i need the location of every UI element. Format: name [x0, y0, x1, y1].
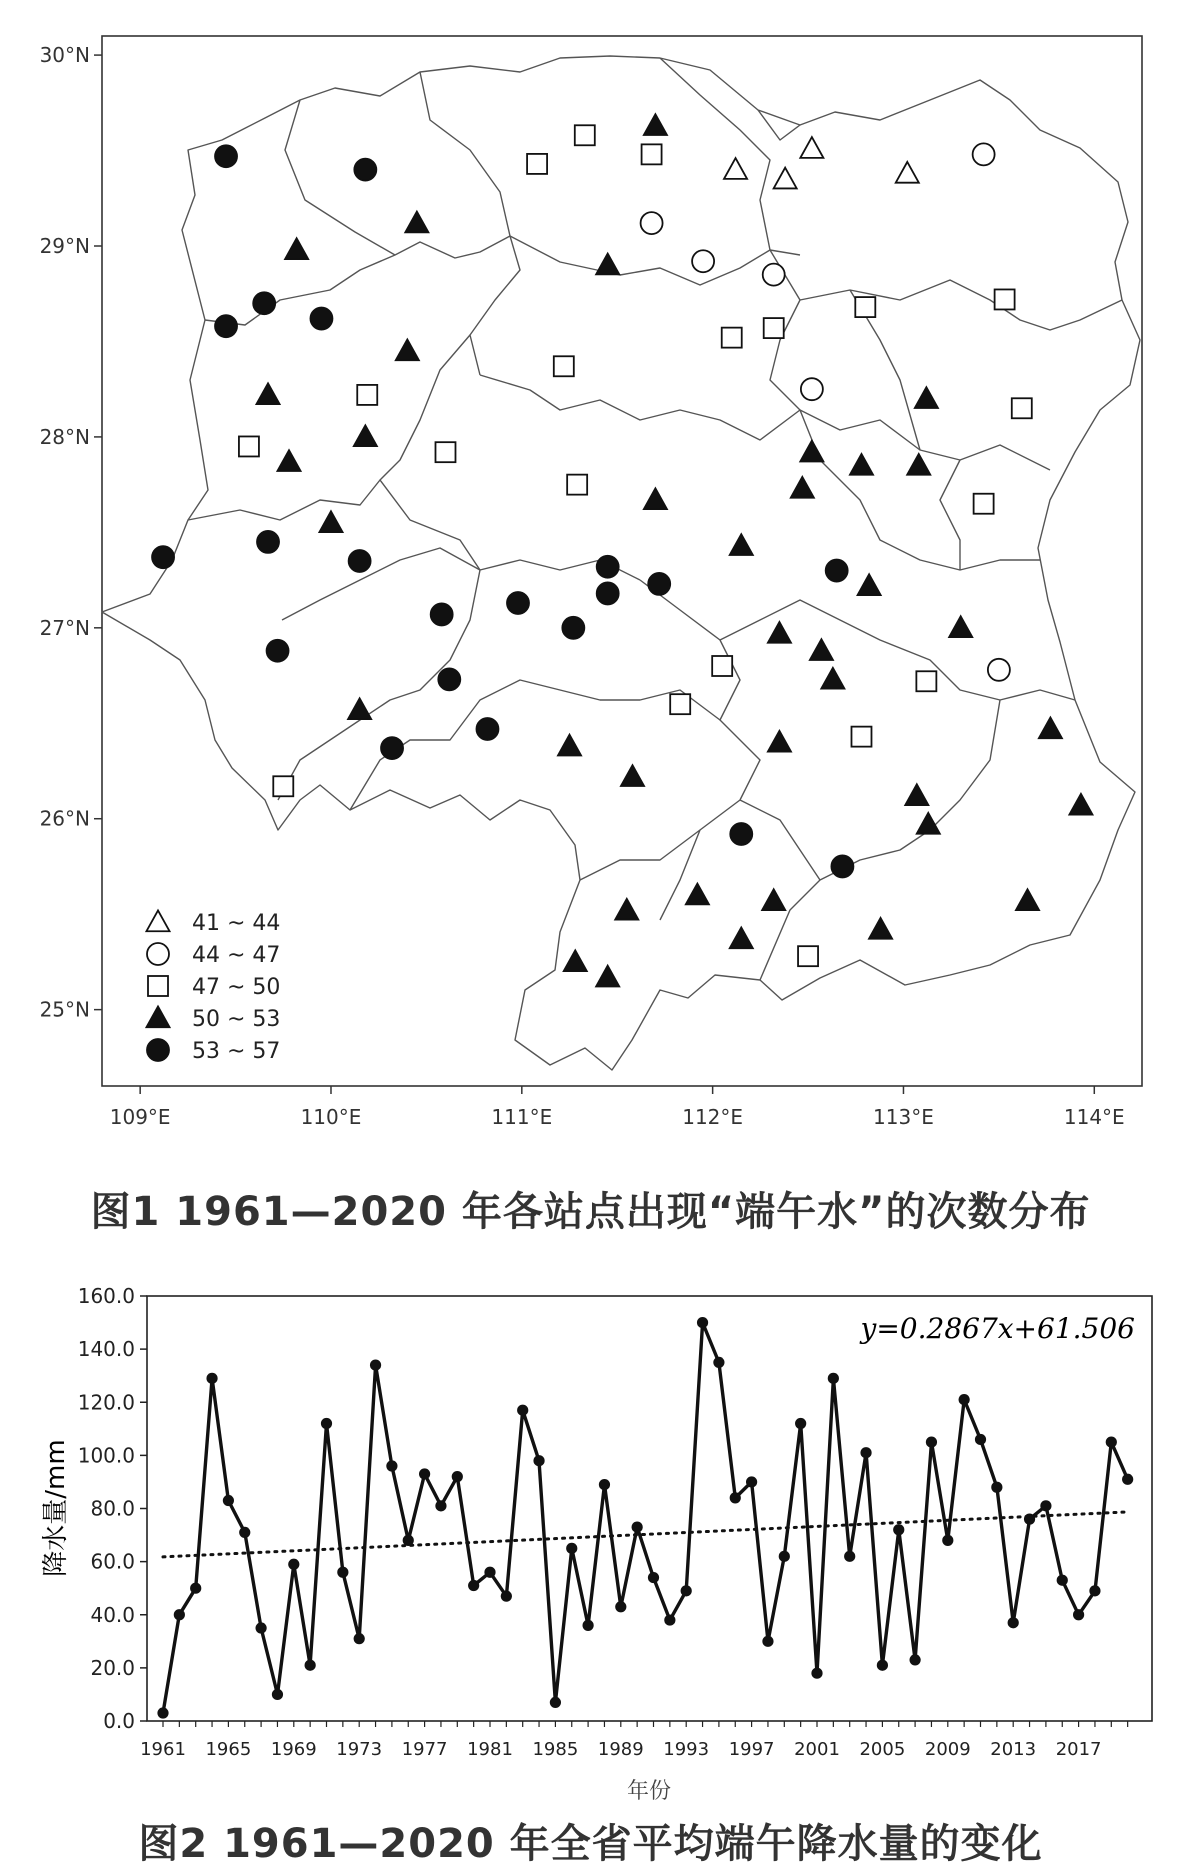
station-marker [273, 776, 293, 796]
station-marker [215, 315, 237, 337]
x-tick-label: 109°E [109, 1105, 171, 1129]
station-marker [764, 318, 784, 338]
station-marker [267, 640, 289, 662]
data-point [910, 1654, 921, 1665]
data-point [1106, 1436, 1117, 1447]
station-marker [310, 308, 332, 330]
y-tick-label: 80.0 [90, 1496, 135, 1521]
data-point [566, 1543, 577, 1554]
legend-label: 44 ~ 47 [192, 943, 281, 968]
x-tick-label: 2001 [794, 1739, 840, 1760]
station-marker [648, 573, 670, 595]
data-point [713, 1357, 724, 1368]
station-marker [349, 550, 371, 572]
x-tick-label: 2017 [1055, 1739, 1102, 1760]
data-point [1040, 1500, 1051, 1511]
legend-marker [148, 976, 168, 996]
data-point [174, 1609, 185, 1620]
x-tick-label: 1973 [336, 1739, 383, 1760]
station-marker [722, 328, 742, 348]
data-point [615, 1601, 626, 1612]
station-marker [215, 145, 237, 167]
station-marker [239, 436, 259, 456]
station-marker [554, 356, 574, 376]
y-tick-label: 30°N [39, 43, 90, 68]
x-tick-label: 1961 [140, 1739, 186, 1760]
figure2-caption: 图2 1961—2020 年全省平均端午降水量的变化 [138, 1821, 1043, 1867]
data-point [354, 1633, 365, 1644]
data-point [648, 1572, 659, 1583]
station-marker [973, 143, 995, 165]
x-tick-label: 1969 [270, 1739, 317, 1760]
data-point [468, 1580, 479, 1591]
y-tick-label: 120.0 [77, 1390, 135, 1415]
y-tick-label: 0.0 [103, 1709, 135, 1733]
data-point [403, 1535, 414, 1546]
data-point [664, 1614, 675, 1625]
data-point [452, 1471, 463, 1482]
station-marker [712, 656, 732, 676]
station-marker [763, 264, 785, 286]
y-tick-label: 160.0 [77, 1284, 135, 1308]
data-point [991, 1482, 1002, 1493]
y-tick-label: 28°N [39, 424, 90, 449]
station-marker [798, 946, 818, 966]
data-point [975, 1434, 986, 1445]
station-marker [435, 442, 455, 462]
data-point [942, 1535, 953, 1546]
legend-marker [147, 943, 169, 965]
data-point [844, 1551, 855, 1562]
y-tick-label: 40.0 [90, 1602, 135, 1627]
data-point [239, 1527, 250, 1538]
station-marker [152, 546, 174, 568]
figure1-caption: 图1 1961—2020 年各站点出现“端午水”的次数分布 [90, 1189, 1091, 1235]
data-point [762, 1636, 773, 1647]
station-marker [357, 385, 377, 405]
legend-label: 47 ~ 50 [192, 975, 281, 1000]
data-point [1089, 1585, 1100, 1596]
station-marker [826, 560, 848, 582]
data-point [926, 1436, 937, 1447]
data-point [1057, 1575, 1068, 1586]
station-marker [831, 855, 853, 877]
x-tick-label: 1985 [532, 1739, 579, 1760]
data-point [501, 1591, 512, 1602]
station-marker [354, 159, 376, 181]
station-marker [597, 582, 619, 604]
data-point [959, 1394, 970, 1405]
data-point [370, 1359, 381, 1370]
station-marker [575, 125, 595, 145]
y-tick-label: 20.0 [90, 1655, 135, 1680]
data-point [550, 1697, 561, 1708]
x-tick-label: 110°E [300, 1105, 362, 1129]
data-point [697, 1317, 708, 1328]
x-tick-label: 112°E [682, 1105, 744, 1129]
data-point [779, 1551, 790, 1562]
station-marker [974, 494, 994, 514]
station-marker [597, 556, 619, 578]
data-point [599, 1479, 610, 1490]
data-point [1008, 1617, 1019, 1628]
x-tick-label: 1981 [467, 1739, 513, 1760]
data-point [811, 1668, 822, 1679]
station-marker [257, 531, 279, 553]
y-tick-label: 60.0 [90, 1549, 135, 1574]
station-marker [527, 154, 547, 174]
data-point [484, 1567, 495, 1578]
station-marker [916, 671, 936, 691]
y-tick-label: 25°N [39, 997, 90, 1022]
data-point [860, 1447, 871, 1458]
data-point [533, 1455, 544, 1466]
x-tick-label: 1965 [205, 1739, 252, 1760]
data-point [190, 1583, 201, 1594]
x-tick-label: 1993 [663, 1739, 710, 1760]
x-tick-label: 1997 [728, 1739, 775, 1760]
data-point [746, 1476, 757, 1487]
station-marker [1012, 398, 1032, 418]
data-point [828, 1373, 839, 1384]
station-marker [670, 694, 690, 714]
station-marker [431, 603, 453, 625]
station-marker [567, 475, 587, 495]
data-point [632, 1521, 643, 1532]
y-tick-label: 27°N [39, 615, 90, 640]
x-tick-label: 113°E [873, 1105, 934, 1129]
station-marker [562, 617, 584, 639]
station-marker [851, 727, 871, 747]
data-point [435, 1500, 446, 1511]
station-marker [476, 718, 498, 740]
precipitation-line-chart [0, 1260, 1181, 1820]
y-tick-label: 26°N [39, 806, 90, 831]
y-tick-label: 100.0 [77, 1443, 135, 1468]
data-point [877, 1660, 888, 1671]
data-point [1122, 1474, 1133, 1485]
data-point [583, 1620, 594, 1631]
station-marker [507, 592, 529, 614]
data-point [223, 1495, 234, 1506]
station-marker [253, 292, 275, 314]
data-point [419, 1468, 430, 1479]
legend-label: 41 ~ 44 [192, 911, 281, 936]
data-point [893, 1524, 904, 1535]
data-point [206, 1373, 217, 1384]
data-point [256, 1622, 267, 1633]
data-point [288, 1559, 299, 1570]
data-point [681, 1585, 692, 1596]
station-marker [641, 212, 663, 234]
data-point [730, 1492, 741, 1503]
station-marker [642, 144, 662, 164]
x-tick-label: 2005 [859, 1739, 906, 1760]
y-axis-label: 降水量/mm [41, 1439, 71, 1577]
x-tick-label: 111°E [491, 1105, 553, 1129]
data-point [1024, 1514, 1035, 1525]
data-point [517, 1405, 528, 1416]
y-tick-label: 140.0 [77, 1337, 135, 1362]
x-tick-label: 2013 [990, 1739, 1037, 1760]
data-point [1073, 1609, 1084, 1620]
y-tick-label: 29°N [39, 234, 90, 258]
data-point [386, 1460, 397, 1471]
data-point [337, 1567, 348, 1578]
station-marker [988, 659, 1010, 681]
station-marker [995, 289, 1015, 309]
legend-label: 50 ~ 53 [192, 1007, 281, 1032]
data-point [795, 1418, 806, 1429]
x-axis-label: 年份 [626, 1779, 672, 1804]
station-marker [438, 668, 460, 690]
plot-frame [147, 1296, 1152, 1721]
data-point [272, 1689, 283, 1700]
data-point [305, 1660, 316, 1671]
x-tick-label: 114°E [1063, 1105, 1125, 1129]
station-marker [801, 378, 823, 400]
x-tick-label: 1989 [597, 1739, 644, 1760]
station-marker [381, 737, 403, 759]
data-point [157, 1707, 168, 1718]
station-marker [692, 250, 714, 272]
x-tick-label: 2009 [924, 1739, 971, 1760]
station-marker [730, 823, 752, 845]
x-tick-label: 1977 [401, 1739, 448, 1760]
station-marker [855, 297, 875, 317]
legend-label: 53 ~ 57 [192, 1039, 281, 1064]
data-point [321, 1418, 332, 1429]
trend-equation: y=0.2867x+61.506 [860, 1312, 1135, 1345]
legend-marker [147, 1039, 169, 1061]
